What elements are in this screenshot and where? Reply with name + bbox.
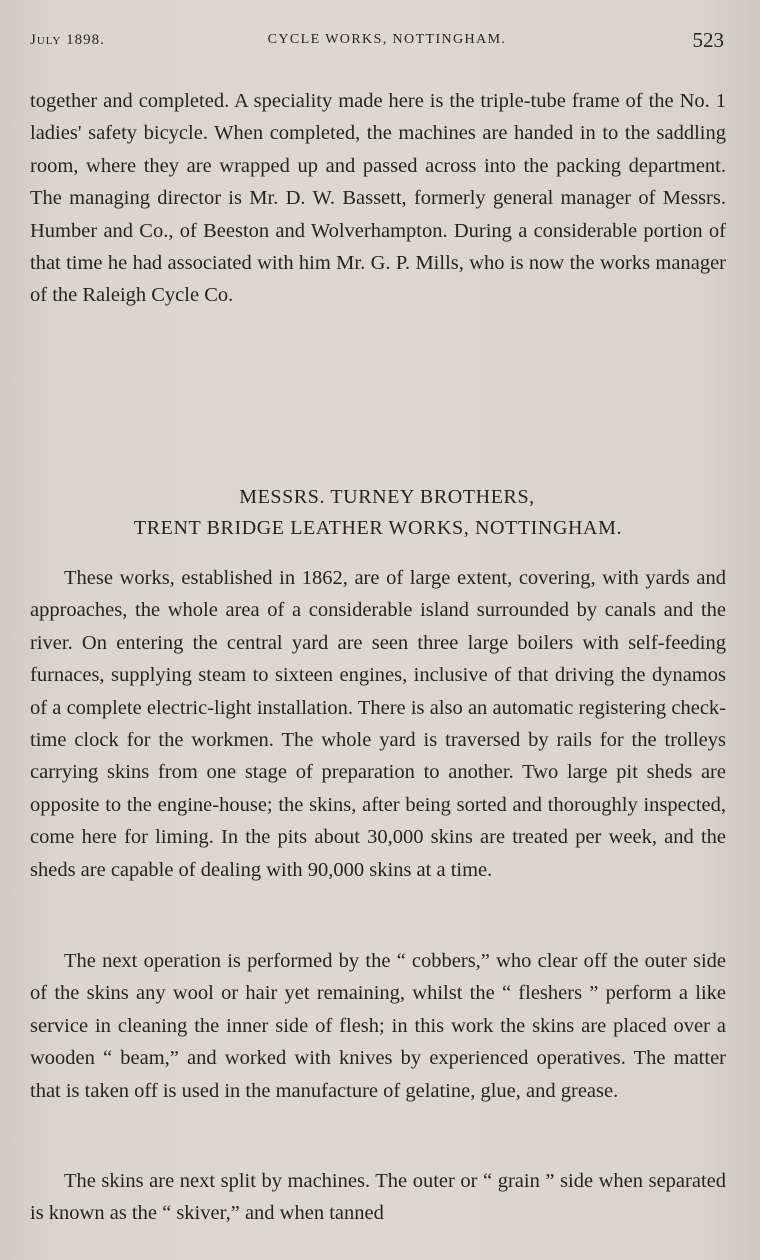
section-heading-line-1: MESSRS. TURNEY BROTHERS, (239, 486, 535, 508)
section-heading (30, 482, 726, 544)
running-head (30, 30, 724, 54)
running-head-title: CYCLE WORKS, NOTTINGHAM. (267, 32, 507, 47)
section-heading-line-2: TRENT BRIDGE LEATHER WORKS, NOTTINGHAM. (133, 517, 623, 539)
paragraph-1: These works, established in 1862, are of large extent, covering, with yards and approaches, the whole area of a considerable island surrounded by canals and the river. On entering the central yard are seen three large boilers with self-feeding furnaces, supplying steam to sixteen engines, inclusive of that driving the dynamos of a complete electric-light installation. There is also an automatic registering check-time clock for the workmen. The whole yard is traversed by rails for the trolleys carrying skins from one stage of preparation to another. Two large pit sheds are opposite to the engine-house; the skins, after being sorted and thoroughly inspected, come here for liming. In the pits about 30,000 skins are treated per week, and the sheds are capable of dealing with 90,000 skins at a time. (30, 567, 726, 881)
continued-paragraph: together and completed. A speciality made here is the triple-tube frame of the No. 1 ladies' safety bicycle. When completed, the machines are handed in to the saddling room, where they are wrapped up and passed across into the packing department. The managing director is Mr. D. W. Bassett, formerly general manager of Messrs. Humber and Co., of Beeston and Wolverhampton. During a considerable portion of that time he had associated with him Mr. G. P. Mills, who is now the works manager of the Raleigh Cycle Co. (30, 90, 726, 307)
paragraph-3: The skins are next split by machines. The outer or “ grain ” side when separated is known as the “ skiver,” and when tanned (30, 1170, 726, 1225)
page-number: 523 (692, 28, 724, 52)
running-head-date: July 1898. (30, 32, 105, 48)
paragraph-2: The next operation is performed by the “ cobbers,” who clear off the outer side of the skins any wool or hair yet remaining, whilst the “ fleshers ” perform a like service in cleaning the inner side of flesh; in this work the skins are placed over a wooden “ beam,” and worked with knives by experienced operatives. The matter that is taken off is used in the manufacture of gelatine, glue, and grease. (30, 950, 726, 1102)
